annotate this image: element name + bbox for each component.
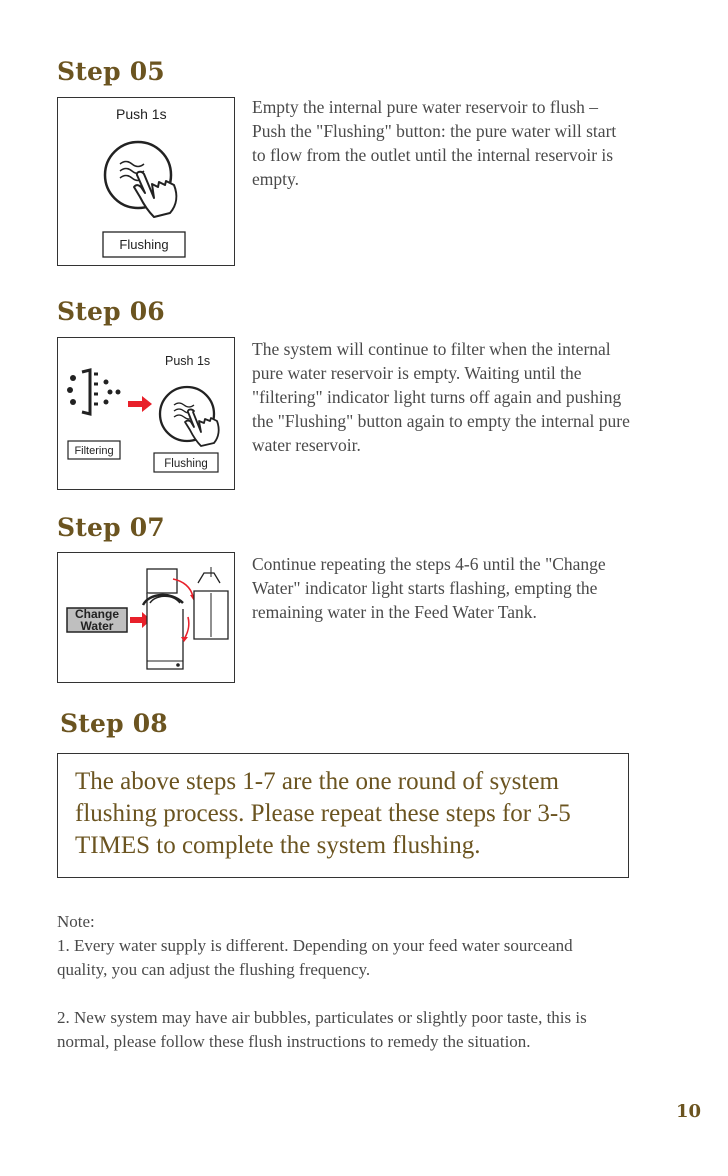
note-item-1: 1. Every water supply is different. Depending on your feed water sourceand quality, you can adjust the flushing frequency.: [57, 936, 573, 979]
step-08-callout-text: The above steps 1-7 are the one round of system flushing process. Please repeat these steps for 3-5 TIMES to complete the system flushing.: [75, 768, 571, 859]
change-water-label-line2: Water: [80, 619, 114, 633]
step-07-title: Step 07: [57, 513, 165, 542]
filter-indicator-icon: [67, 370, 121, 414]
step-06-title: Step 06: [57, 297, 165, 326]
step-05-title: Step 05: [57, 57, 165, 86]
page-number: 10: [676, 1101, 702, 1122]
arrow-right-icon: [128, 396, 152, 412]
purifier-unit-icon: [143, 569, 183, 669]
step-06-illustration: [57, 337, 235, 490]
flushing-button-label: Flushing: [119, 237, 169, 252]
step-07-illustration: [57, 552, 235, 683]
water-tank-icon: [194, 567, 228, 639]
step-05-illustration: [57, 97, 235, 266]
step-08-callout: [57, 753, 629, 878]
push-1s-label: Push 1s: [165, 354, 211, 368]
note-item-2: 2. New system may have air bubbles, particulates or slightly poor taste, this is normal, please follow these flush instructions to remedy the situation.: [57, 1008, 587, 1051]
filtering-indicator-label: Filtering: [74, 445, 114, 457]
note-heading: Note:: [57, 912, 95, 931]
push-1s-label: Push 1s: [116, 106, 167, 122]
step-06-description: The system will continue to filter when the internal pure water reservoir is empty. Waiting until the "filtering" indicator light turns off again and pushing the "Flushing" button again to empty the internal pure water reservoir.: [252, 339, 630, 455]
step-08-title: Step 08: [60, 709, 168, 738]
change-water-label-line1: Change: [74, 607, 120, 621]
step-05-description: Empty the internal pure water reservoir to flush – Push the "Flushing" button: the pure water will start to flow from the outlet until the internal reservoir is empty.: [252, 97, 617, 189]
flushing-button-label: Flushing: [164, 458, 208, 470]
step-07-description: Continue repeating the steps 4-6 until the "Change Water" indicator light starts flashing, empting the remaining water in the Feed Water Tank.: [252, 554, 606, 622]
